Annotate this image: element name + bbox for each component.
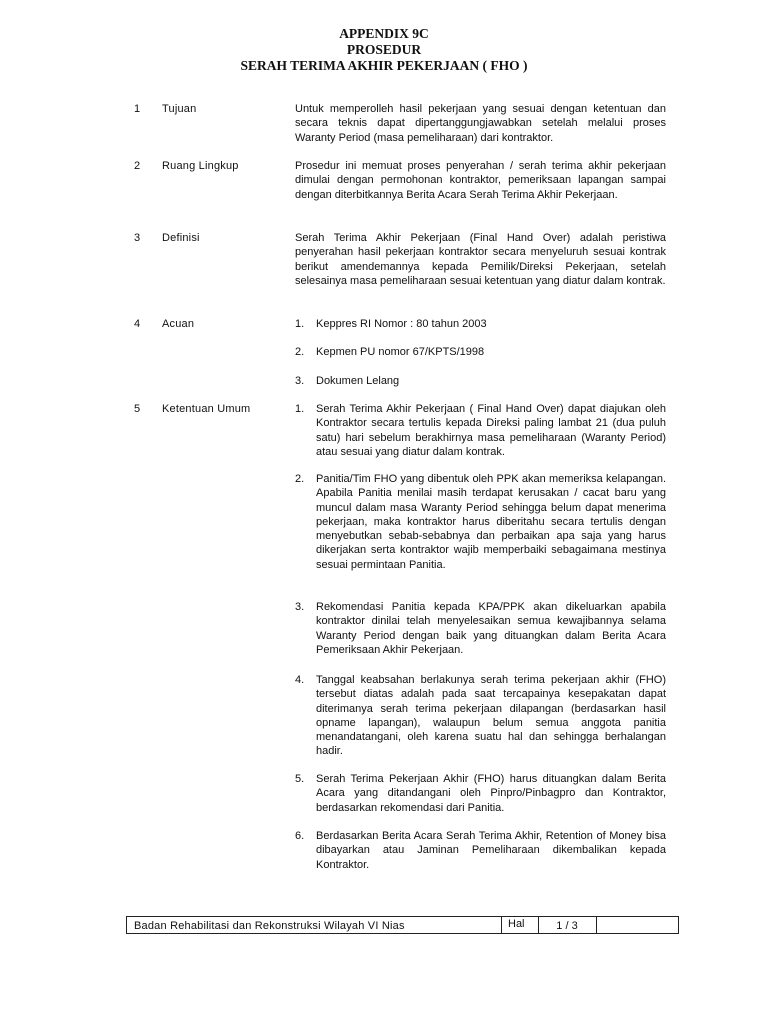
list-item — [295, 374, 666, 388]
section-title: Acuan — [162, 318, 195, 330]
footer-divider — [501, 917, 502, 933]
section-title: Ruang Lingkup — [162, 160, 239, 172]
list-item — [295, 673, 666, 759]
section-number: 2 — [134, 160, 141, 172]
list-item — [295, 345, 666, 359]
section-number: 1 — [134, 103, 141, 115]
document-header — [0, 26, 768, 74]
section-number: 3 — [134, 232, 141, 244]
section-title: Ketentuan Umum — [162, 403, 251, 415]
list-item-number: 6. — [295, 830, 305, 842]
list-item-text: Rekomendasi Panitia kepada KPA/PPK akan dikeluarkan apabila kontraktor dinilai telah menyelesaikan semua kewajibannya selama Waranty Period dengan baik yang dituangkan dalam Berita Acara Pemeriksaan Akhir Pekerjaan. — [316, 601, 666, 656]
footer-divider — [596, 917, 597, 933]
list-item-text: Kepmen PU nomor 67/KPTS/1998 — [316, 346, 485, 358]
list-item — [295, 317, 666, 331]
footer-hal-label: Hal — [508, 918, 525, 930]
list-item-number: 5. — [295, 773, 305, 785]
list-item-number: 2. — [295, 346, 305, 358]
list-item-text: Panitia/Tim FHO yang dibentuk oleh PPK akan memeriksa kelapangan. Apabila Panitia menilai masih terdapat kerusakan / cacat baru yang muncul dalam masa Waranty Period sehingga belum dapat menerima pekerjaan, maka kontraktor harus diberitahu secara tertulis dengan menyebutkan sebab-sebabnya dan perbaikan apa saja yang harus dikerjakan serta kontraktor wajib memperbaiki sebagaimana mestinya sesuai permintaan Panitia. — [316, 473, 666, 571]
list-item-number: 1. — [295, 318, 305, 330]
footer-organization: Badan Rehabilitasi dan Rekonstruksi Wilayah VI Nias — [134, 920, 405, 932]
section-text: Serah Terima Akhir Pekerjaan (Final Hand Over) adalah peristiwa penyerahan hasil pekerjaan kontraktor secara menyeluruh sesuai kontrak berikut amendemannya kepada Pemilik/Direksi Pekerjaan, setelah selesainya masa pemeliharaan sesuai ketentuan yang diatur dalam kontrak. — [295, 232, 666, 287]
section-title: Tujuan — [162, 103, 197, 115]
list-item-text: Keppres RI Nomor : 80 tahun 2003 — [316, 318, 487, 330]
section-number: 4 — [134, 318, 141, 330]
list-item — [295, 829, 666, 872]
page-footer — [126, 916, 679, 934]
procedure-label: PROSEDUR — [346, 42, 422, 57]
list-item-number: 1. — [295, 403, 305, 415]
section-title: Definisi — [162, 232, 200, 244]
list-item-text: Dokumen Lelang — [316, 375, 400, 387]
footer-page-number: 1 / 3 — [556, 920, 578, 932]
list-item — [295, 402, 666, 459]
list-item-number: 3. — [295, 601, 305, 613]
list-item-number: 4. — [295, 674, 305, 686]
list-item-text: Berdasarkan Berita Acara Serah Terima Akhir, Retention of Money bisa dibayarkan atau Jaminan Pemeliharaan dikembalikan kepada Kontraktor. — [316, 830, 666, 871]
list-item-text: Serah Terima Akhir Pekerjaan ( Final Hand Over) dapat diajukan oleh Kontraktor secara tertulis kepada Direksi paling lambat 21 (dua puluh satu) hari sebelum berakhirnya masa pemeliharaan (Waranty Period) atau sesuai yang diatur dalam kontrak. — [316, 403, 666, 458]
section-text: Prosedur ini memuat proses penyerahan / serah terima akhir pekerjaan dimulai dengan permohonan kontraktor, pemeriksaan lapangan sampai dengan diterbitkannya Berita Acara Serah Terima Akhir Pekerjaan. — [295, 160, 666, 201]
section-number: 5 — [134, 403, 141, 415]
list-item — [295, 472, 666, 572]
appendix-label: APPENDIX 9C — [339, 26, 429, 41]
list-item-text: Serah Terima Pekerjaan Akhir (FHO) harus dituangkan dalam Berita Acara yang ditandangani oleh Pinpro/Pinbagpro dan Kontraktor, berdasarkan rekomendasi dari Panitia. — [316, 773, 666, 814]
document-title: SERAH TERIMA AKHIR PEKERJAAN ( FHO ) — [240, 58, 528, 73]
list-item — [295, 600, 666, 657]
section-text: Untuk memperolleh hasil pekerjaan yang sesuai dengan ketentuan dan secara teknis dapat dipertanggungjawabkan setelah melalui proses Waranty Period (masa pemeliharaan) dari kontraktor. — [295, 103, 666, 144]
list-item — [295, 772, 666, 815]
list-item-number: 2. — [295, 473, 305, 485]
list-item-number: 3. — [295, 375, 305, 387]
list-item-text: Tanggal keabsahan berlakunya serah terima pekerjaan akhir (FHO) tersebut diatas adalah pada saat tercapainya kesepakatan dapat diterimanya serah terima pekerjaan dilapangan (berdasarkan hasil opname lapangan), walaupun belum semua anggota panitia menandatangani, oleh karena suatu hal dan sehingga berhalangan hadir. — [316, 674, 666, 758]
